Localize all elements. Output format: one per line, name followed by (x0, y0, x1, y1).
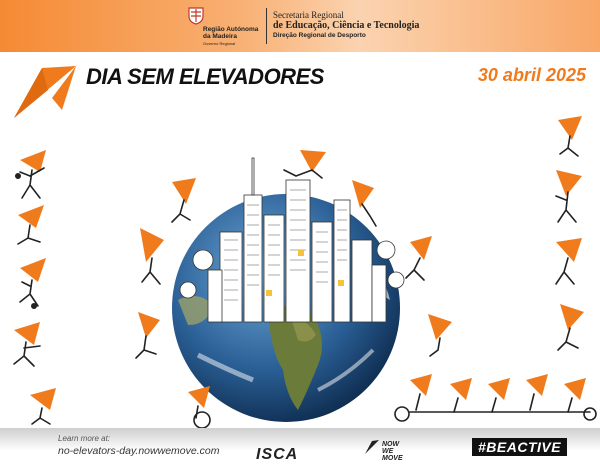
secretaria-label: Secretaria Regional (273, 10, 344, 20)
page-title: DIA SEM ELEVADORES (86, 64, 324, 89)
beactive-logo: #BEACTIVE (472, 438, 567, 456)
isca-logo: ISCA (256, 446, 299, 463)
now-we-move-logo: NOW WE MOVE (382, 441, 403, 462)
learn-more-label: Learn more at: (58, 434, 111, 443)
secretaria-line2: de Educação, Ciência e Tecnologia (273, 20, 420, 31)
website-link[interactable]: no-elevators-day.nowwemove.com (58, 445, 220, 457)
region-name: Região Autónoma da Madeira Governo Regional (203, 26, 259, 46)
direcao-label: Direção Regional de Desporto (273, 32, 366, 39)
now-we-move-icon (364, 439, 380, 455)
event-date: 30 abril 2025 (477, 65, 586, 85)
